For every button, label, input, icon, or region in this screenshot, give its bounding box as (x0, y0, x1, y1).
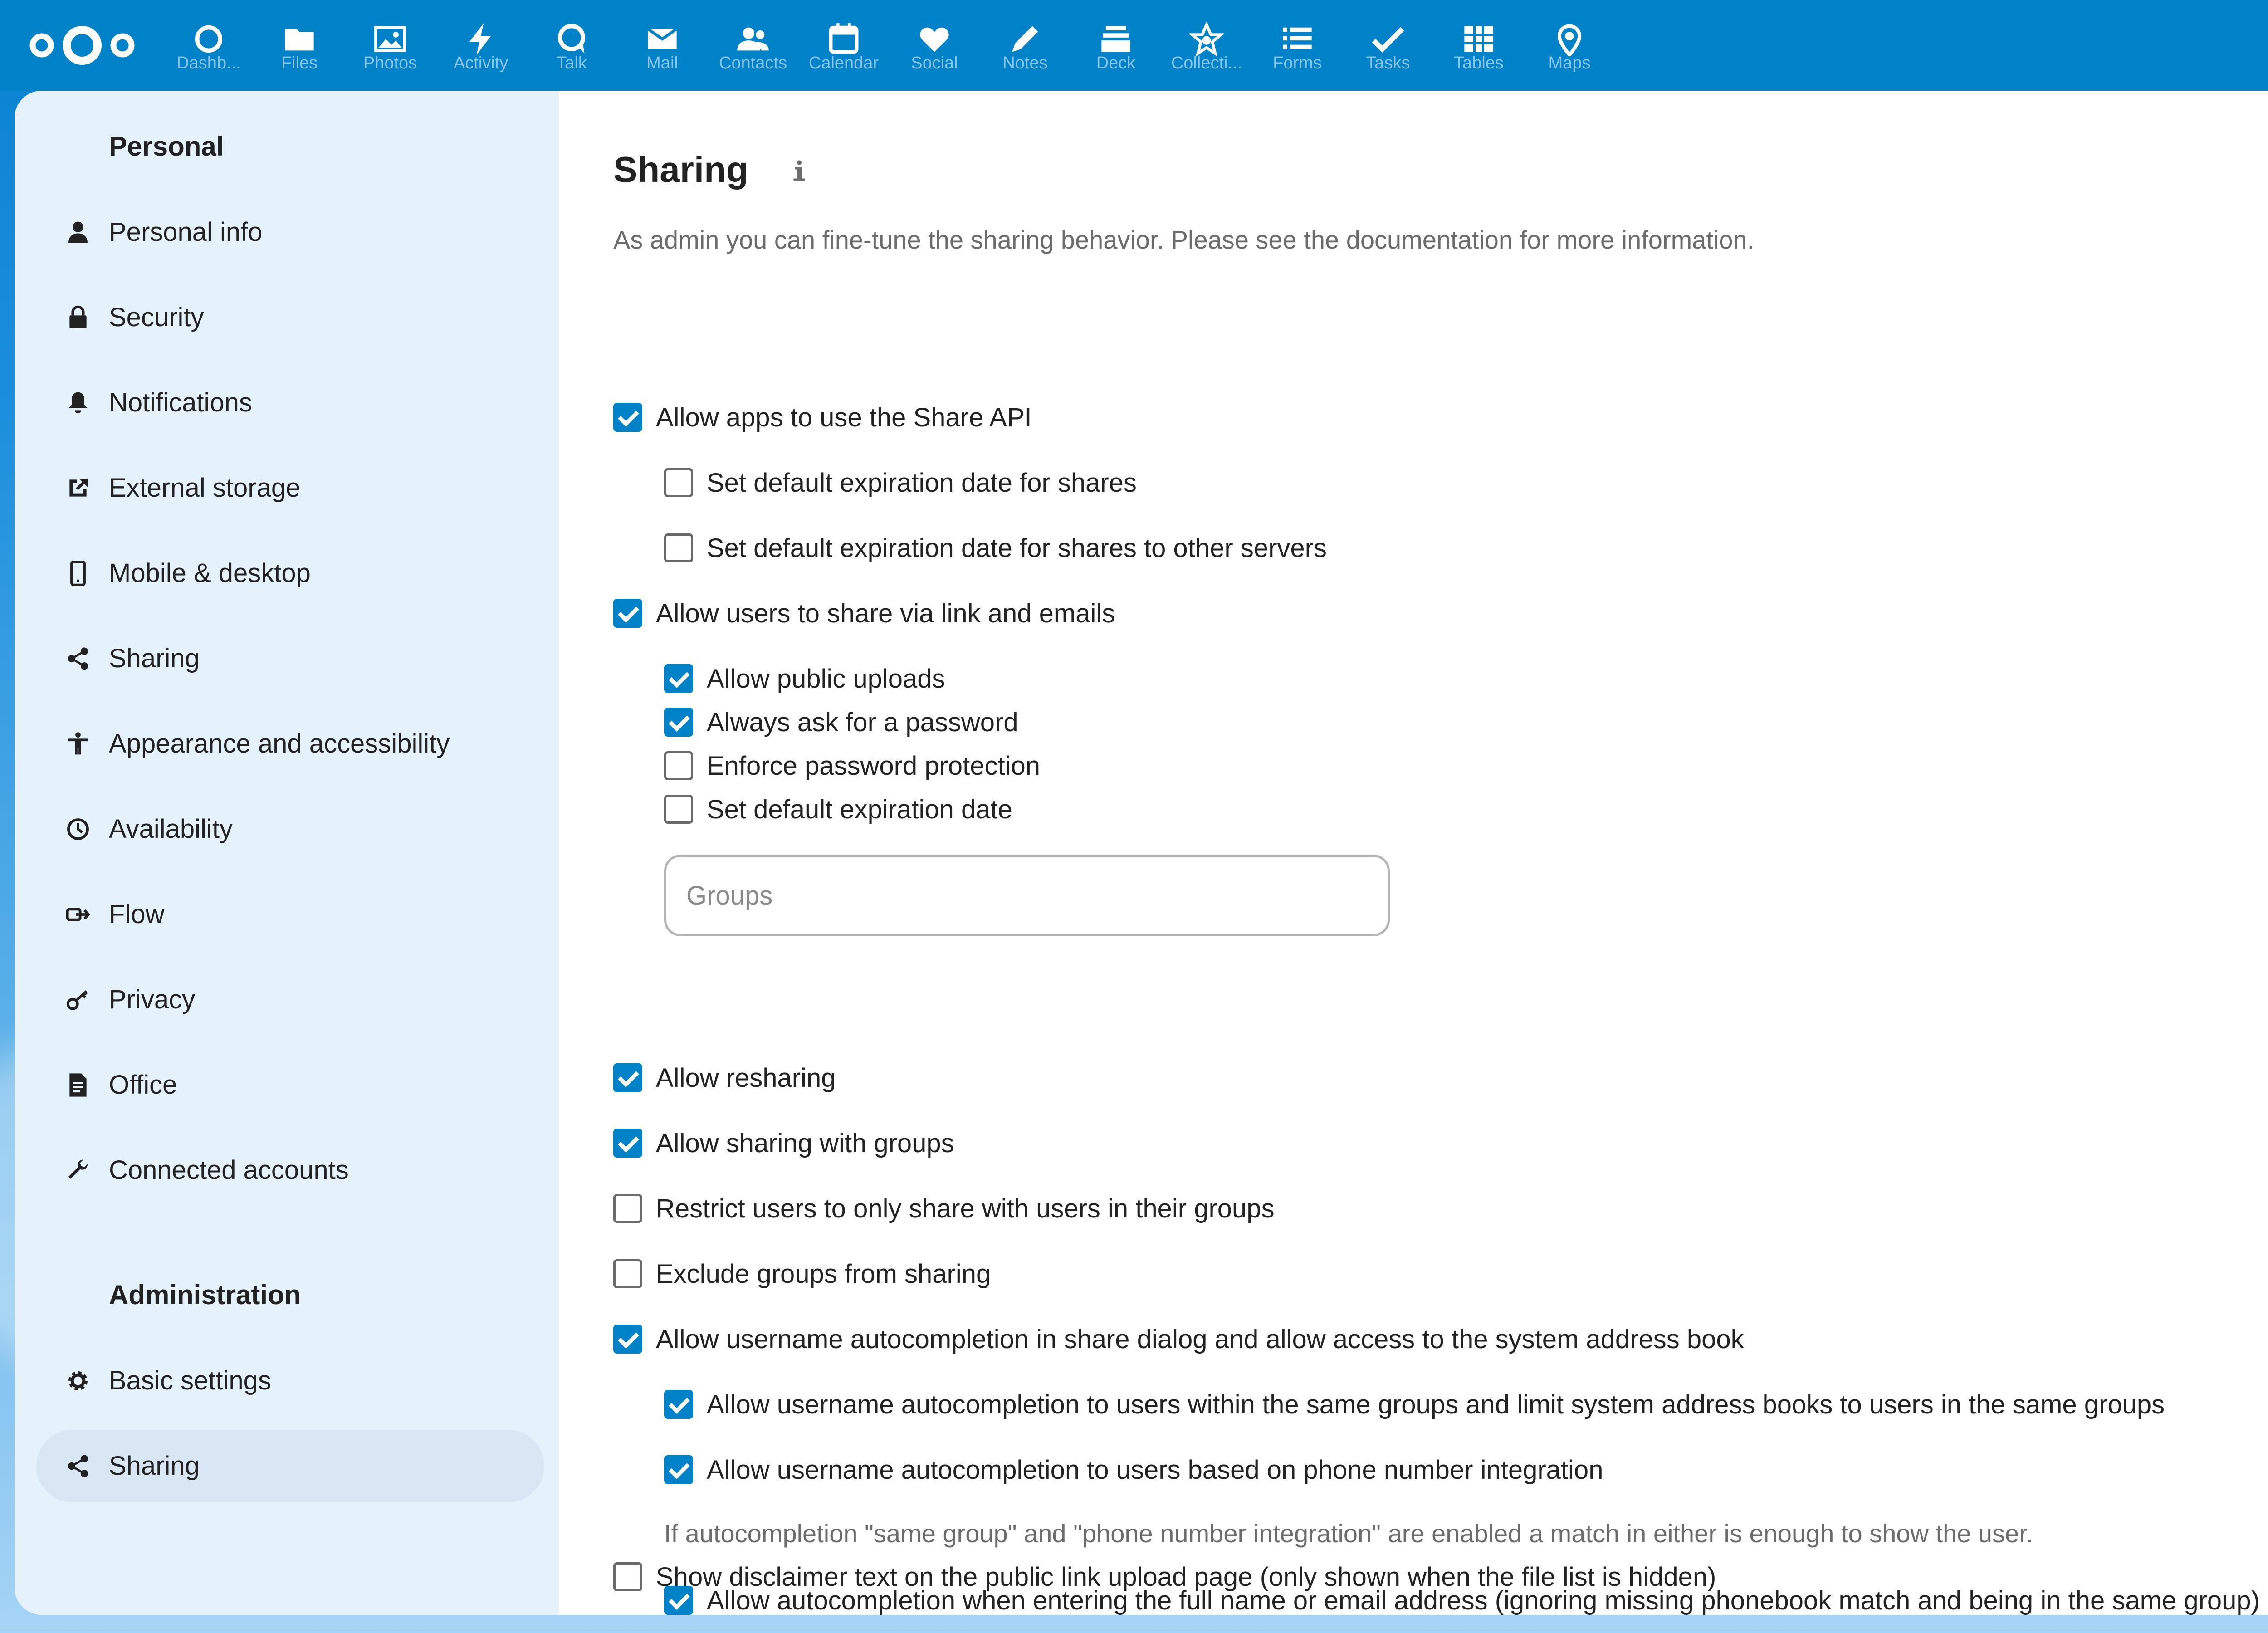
checkbox-box[interactable] (664, 795, 693, 824)
sidebar-item-label: External storage (109, 473, 301, 503)
checkbox-label: Allow users to share via link and emails (656, 598, 1115, 628)
dashboard-icon (191, 22, 226, 56)
checkbox-box[interactable] (613, 1194, 642, 1223)
accessibility-icon (65, 731, 91, 757)
info-icon[interactable] (786, 157, 813, 184)
checkbox-label: Allow username autocompletion to users based on phone number integration (707, 1455, 1603, 1485)
deck-icon (1099, 22, 1133, 56)
checkbox-allow-resharing[interactable] (613, 1060, 836, 1096)
bell-icon (65, 390, 91, 416)
key-icon (65, 987, 91, 1012)
app-label: Contacts (719, 54, 787, 73)
tables-icon (1461, 22, 1496, 56)
app-label: Collecti... (1171, 54, 1242, 73)
checkbox-label: Show disclaimer text on the public link upload page (only shown when the file list is hidden) (656, 1562, 1716, 1592)
top-bar (0, 0, 2268, 91)
sidebar-item-mobile-desktop[interactable] (36, 537, 544, 610)
app-label: Tasks (1366, 54, 1410, 73)
sidebar-item-label: Basic settings (109, 1366, 271, 1395)
sidebar-item-basic-settings[interactable] (36, 1345, 544, 1417)
nextcloud-logo[interactable] (25, 18, 139, 73)
document-icon (65, 1072, 91, 1098)
sidebar-item-label: Connected accounts (109, 1155, 349, 1185)
app-label: Files (281, 54, 318, 73)
checkbox-label: Allow apps to use the Share API (656, 402, 1032, 432)
flow-icon (65, 902, 91, 927)
app-label: Mail (646, 54, 678, 73)
checkbox-box[interactable] (664, 533, 693, 562)
sidebar-item-notifications[interactable] (36, 367, 544, 439)
checkbox-sharing-groups[interactable] (613, 1125, 954, 1161)
checkbox-box[interactable] (613, 1325, 642, 1354)
wrench-icon (65, 1158, 91, 1183)
files-icon (282, 22, 317, 56)
checkbox-box[interactable] (613, 1063, 642, 1092)
app-label: Deck (1096, 54, 1136, 73)
phone-icon (65, 561, 91, 586)
checkbox-box[interactable] (613, 1129, 642, 1158)
sidebar-item-label: Flow (109, 900, 165, 929)
user-icon (65, 220, 91, 245)
checkbox-box[interactable] (664, 708, 693, 737)
app-label: Notes (1002, 54, 1048, 73)
checkbox-box[interactable] (664, 468, 693, 497)
checkbox-label: Set default expiration date (707, 794, 1012, 824)
tasks-icon (1371, 22, 1405, 56)
lock-icon (65, 305, 91, 330)
checkbox-label: Allow username autocompletion to users within the same groups and limit system address books to users in the same groups (707, 1389, 2165, 1419)
app-files[interactable] (254, 0, 345, 91)
mail-icon (645, 22, 679, 56)
sidebar-item-sharing-personal[interactable] (36, 622, 544, 695)
checkbox-box[interactable] (664, 751, 693, 780)
checkbox-box[interactable] (613, 1562, 642, 1591)
app-maps[interactable] (1524, 0, 1615, 91)
sidebar-item-label: Mobile & desktop (109, 558, 311, 588)
sidebar-item-label: Personal info (109, 217, 263, 247)
app-label: Tables (1454, 54, 1504, 73)
share-icon (65, 1453, 91, 1479)
checkbox-disclaimer-text[interactable] (613, 1559, 1716, 1595)
checkbox-label: Set default expiration date for shares to other servers (707, 533, 1327, 563)
maps-icon (1552, 22, 1587, 56)
checkbox-label: Always ask for a password (707, 707, 1018, 737)
sidebar-item-availability[interactable] (36, 793, 544, 865)
checkbox-box[interactable] (664, 664, 693, 693)
settings-content (559, 91, 2268, 1615)
app-collectives[interactable] (1161, 0, 1252, 91)
activity-icon (464, 22, 498, 56)
checkbox-box[interactable] (664, 1455, 693, 1484)
checkbox-username-autocompletion[interactable] (613, 1321, 1744, 1357)
checkbox-link-expiration[interactable] (664, 791, 1012, 827)
app-talk[interactable] (526, 0, 617, 91)
calendar-icon (826, 22, 861, 56)
autocompletion-hint: If autocompletion "same group" and "phone number integration" are enabled a match in either is enough to show the user. (664, 1519, 2033, 1548)
app-deck[interactable] (1070, 0, 1161, 91)
app-label: Photos (363, 54, 417, 73)
app-label: Dashb... (176, 54, 241, 73)
app-tasks[interactable] (1343, 0, 1433, 91)
sidebar-item-label: Availability (109, 814, 233, 844)
app-photos[interactable] (345, 0, 435, 91)
sidebar-item-flow[interactable] (36, 878, 544, 951)
app-dashboard[interactable] (163, 0, 254, 91)
contacts-icon (736, 22, 770, 56)
sidebar-item-connected-accounts[interactable] (36, 1134, 544, 1207)
settings-sidebar (15, 91, 559, 1615)
checkbox-label: Allow autocompletion when entering the full name or email address (ignoring missing phonebook match and being in the same group) (707, 1585, 2260, 1615)
app-contacts[interactable] (708, 0, 798, 91)
talk-icon (554, 22, 589, 56)
settings-window (15, 91, 2268, 1615)
checkbox-share-via-link[interactable] (613, 595, 1115, 631)
app-activity[interactable] (435, 0, 526, 91)
checkbox-enforce-password[interactable] (664, 748, 1040, 784)
sidebar-section-personal: Personal (109, 131, 224, 161)
checkbox-box[interactable] (613, 599, 642, 628)
checkbox-public-uploads[interactable] (664, 660, 945, 697)
app-calendar[interactable] (798, 0, 889, 91)
clock-icon (65, 816, 91, 842)
checkbox-label: Allow username autocompletion in share dialog and allow access to the system address book (656, 1324, 1744, 1354)
checkbox-ask-password[interactable] (664, 704, 1018, 740)
app-label: Talk (556, 54, 587, 73)
checkbox-label: Allow sharing with groups (656, 1128, 954, 1158)
checkbox-allow-share-api[interactable] (613, 399, 1032, 435)
sidebar-item-label: Security (109, 303, 204, 332)
sidebar-item-privacy[interactable] (36, 963, 544, 1036)
photos-icon (373, 22, 407, 56)
checkbox-box[interactable] (664, 1390, 693, 1419)
sidebar-item-label: Notifications (109, 388, 252, 417)
forms-icon (1280, 22, 1315, 56)
checkbox-default-expiration[interactable] (664, 464, 1137, 501)
app-forms[interactable] (1252, 0, 1343, 91)
sidebar-item-external-storage[interactable] (36, 452, 544, 524)
sidebar-item-label: Office (109, 1070, 177, 1100)
sidebar-section-administration: Administration (109, 1280, 301, 1310)
app-label: Maps (1548, 54, 1591, 73)
sidebar-item-label: Sharing (109, 1451, 200, 1481)
checkbox-label: Restrict users to only share with users in their groups (656, 1193, 1275, 1223)
notes-icon (1008, 22, 1042, 56)
checkbox-box[interactable] (613, 403, 642, 432)
sidebar-item-label: Appearance and accessibility (109, 729, 450, 758)
checkbox-label: Exclude groups from sharing (656, 1259, 991, 1289)
checkbox-autocomplete-same-groups[interactable] (664, 1386, 2165, 1423)
checkbox-label: Set default expiration date for shares (707, 468, 1137, 498)
sidebar-item-office[interactable] (36, 1049, 544, 1121)
sidebar-item-label: Privacy (109, 985, 196, 1014)
gear-icon (65, 1368, 91, 1393)
app-tables[interactable] (1433, 0, 1524, 91)
groups-input[interactable] (664, 855, 1390, 936)
checkbox-restrict-groups[interactable] (613, 1190, 1275, 1227)
app-notes[interactable] (980, 0, 1070, 91)
checkbox-box[interactable] (613, 1259, 642, 1288)
sidebar-item-sharing-admin[interactable] (36, 1430, 544, 1502)
app-label: Activity (453, 54, 508, 73)
sidebar-item-security[interactable] (36, 281, 544, 354)
app-menu (163, 0, 1615, 91)
checkbox-label: Enforce password protection (707, 751, 1041, 781)
checkbox-default-expiration-remote[interactable] (664, 530, 1327, 566)
checkbox-label: Allow public uploads (707, 664, 945, 694)
sidebar-item-personal-info[interactable] (36, 196, 544, 269)
checkbox-label: Allow resharing (656, 1063, 836, 1093)
external-link-icon (65, 475, 91, 501)
collectives-icon (1189, 22, 1224, 56)
app-social[interactable] (889, 0, 980, 91)
app-label: Forms (1273, 54, 1322, 73)
share-icon (65, 646, 91, 671)
social-icon (917, 22, 952, 56)
checkbox-autocomplete-phone[interactable] (664, 1452, 1603, 1488)
checkbox-exclude-groups[interactable] (613, 1256, 991, 1292)
page-title: Sharing (613, 149, 748, 190)
sidebar-item-appearance[interactable] (36, 708, 544, 780)
app-label: Calendar (808, 54, 879, 73)
sidebar-item-label: Sharing (109, 644, 200, 673)
app-label: Social (911, 54, 958, 73)
app-mail[interactable] (617, 0, 708, 91)
page-description: As admin you can fine-tune the sharing behavior. Please see the documentation for more information. (613, 225, 1755, 254)
